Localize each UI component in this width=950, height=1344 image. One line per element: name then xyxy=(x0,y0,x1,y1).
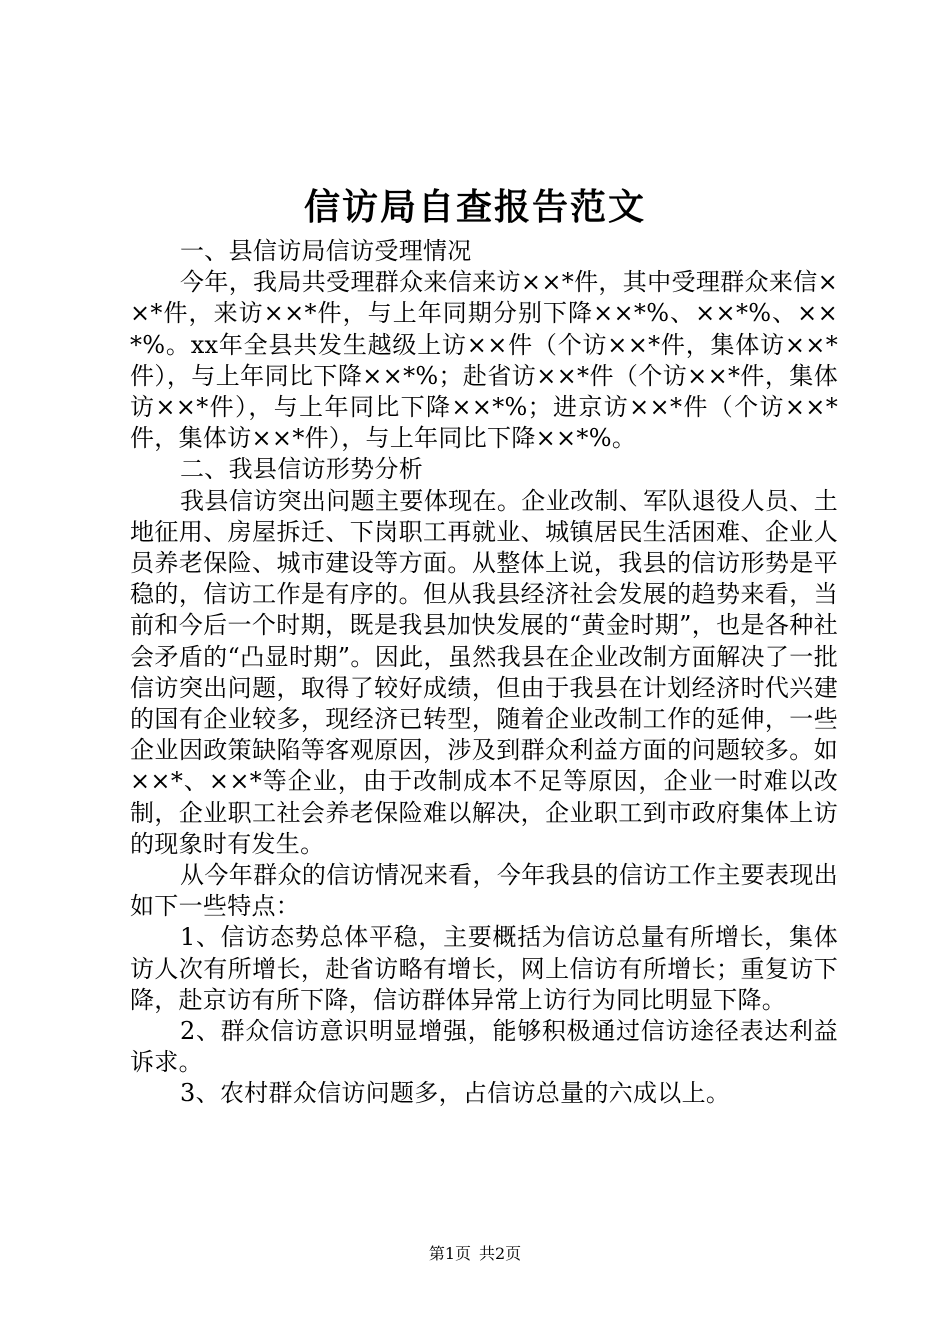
list-item-feature-2: 2、群众信访意识明显增强，能够积极通过信访途径表达利益诉求。 xyxy=(130,1017,838,1077)
page-number-current: 第1页 xyxy=(428,1244,471,1263)
paragraph-situation-analysis: 我县信访突出问题主要体现在。企业改制、军队退役人员、土地征用、房屋拆迁、下岗职工再就业、城镇居民生活困难、企业人员养老保险、城市建设等方面。从整体上说，我县的信访形势是平稳的，信访工作是有序的。但从我县经济社会发展的趋势来看，当前和今后一个时期，既是我县加快发展的“黄金时期”，也是各种社会矛盾的“凸显时期”。因此，虽然我县在企业改制方面解决了一批信访突出问题，取得了较好成绩，但由于我县在计划经济时代兴建的国有企业较多，现经济已转型，随着企业改制工作的延伸，一些企业因政策缺陷等客观原因，涉及到群众利益方面的问题较多。如××*、××*等企业，由于改制成本不足等原因，企业一时难以改制，企业职工社会养老保险难以解决，企业职工到市政府集体上访的现象时有发生。 xyxy=(130,486,838,858)
list-item-feature-3: 3、农村群众信访问题多，占信访总量的六成以上。 xyxy=(180,1079,731,1108)
page-number-total: 共2页 xyxy=(479,1244,522,1263)
paragraph-petition-stats: 今年，我局共受理群众来信来访××*件，其中受理群众来信××*件，来访××*件，与上年同期分别下降××*%、××*%、××*%。xx年全县共发生越级上访××件（个访××*件，集体访××*件），与上年同比下降××*%；赴省访××*件（个访××*件，集体访××*件），与上年同比下降××*%；进京访××*件（个访××*件，集体访××*件），与上年同比下降××*%。 xyxy=(130,268,838,453)
page-footer xyxy=(0,1242,950,1266)
list-item-feature-1: 1、信访态势总体平稳，主要概括为信访总量有所增长，集体访人次有所增长，赴省访略有增长，网上信访有所增长；重复访下降，赴京访有所下降，信访群体异常上访行为同比明显下降。 xyxy=(130,923,838,1014)
document-body xyxy=(130,236,838,1110)
paragraph-features-intro: 从今年群众的信访情况来看，今年我县的信访工作主要表现出如下一些特点： xyxy=(130,861,838,921)
document-title: 信访局自查报告范文 xyxy=(303,187,646,228)
section-heading-2: 二、我县信访形势分析 xyxy=(180,455,423,484)
section-heading-1: 一、县信访局信访受理情况 xyxy=(180,237,472,265)
